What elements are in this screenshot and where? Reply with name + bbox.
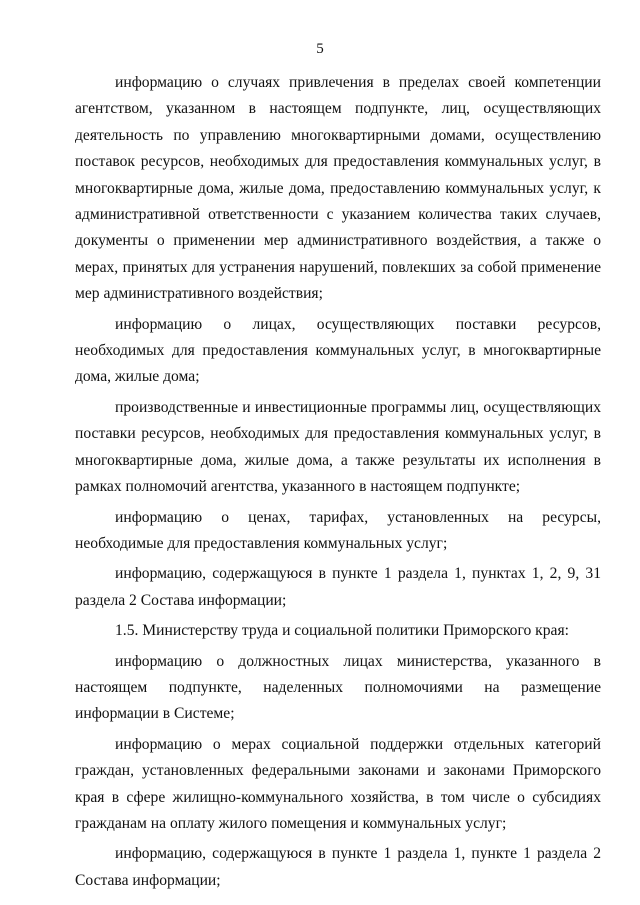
- paragraph-composition-items: информацию, содержащуюся в пункте 1 раздела 1, пунктах 1, 2, 9, 31 раздела 2 Состава информации;: [75, 565, 601, 609]
- paragraph-prices-tariffs: информацию о ценах, тарифах, установленных на ресурсы, необходимые для предоставления коммунальных услуг;: [75, 508, 601, 552]
- paragraph-social-support-measures: информацию о мерах социальной поддержки отдельных категорий граждан, установленных федеральными законами и законами Приморского края в сфере жилищно-коммунального хозяйства, в том числе о субсидиях гражданам на оплату жилого помещения и коммунальных услуг;: [75, 735, 601, 832]
- paragraph-resource-suppliers-info: информацию о лицах, осуществляющих поставки ресурсов, необходимых для предоставления коммунальных услуг, в многоквартирные дома, жилые дома;: [75, 315, 601, 386]
- paragraph-agency-violations-info: информацию о случаях привлечения в пределах своей компетенции агентством, указанном в настоящем подпункте, лиц, осуществляющих деятельность по управлению многоквартирными домами, осуществлению поставок ресурсов, необходимых для предоставления коммунальных услуг, в многоквартирные дома, жилые дома, предоставлению коммунальных услуг, к административной ответственности с указанием количества таких случаев, документы о применении мер административного воздействия, а также о мерах, принятых для устранения нарушений, повлекших за собой применение мер административного воздействия;: [75, 74, 601, 303]
- page-number: 5: [316, 41, 324, 57]
- paragraph-investment-programs: производственные и инвестиционные программы лиц, осуществляющих поставки ресурсов, необходимых для предоставления коммунальных услуг, в многоквартирные дома, жилые дома, а также результаты их исполнения в рамках полномочий агентства, указанного в настоящем подпункте;: [75, 398, 601, 496]
- document-body: [75, 70, 601, 898]
- paragraph-composition-items-2: информацию, содержащуюся в пункте 1 раздела 1, пункте 1 раздела 2 Состава информации;: [75, 845, 601, 889]
- paragraph-ministry-officials: информацию о должностных лицах министерства, указанного в настоящем подпункте, наделенных полномочиями на размещение информации в Системе;: [75, 652, 601, 723]
- paragraph-section-1-5-heading: 1.5. Министерству труда и социальной политики Приморского края:: [115, 622, 569, 640]
